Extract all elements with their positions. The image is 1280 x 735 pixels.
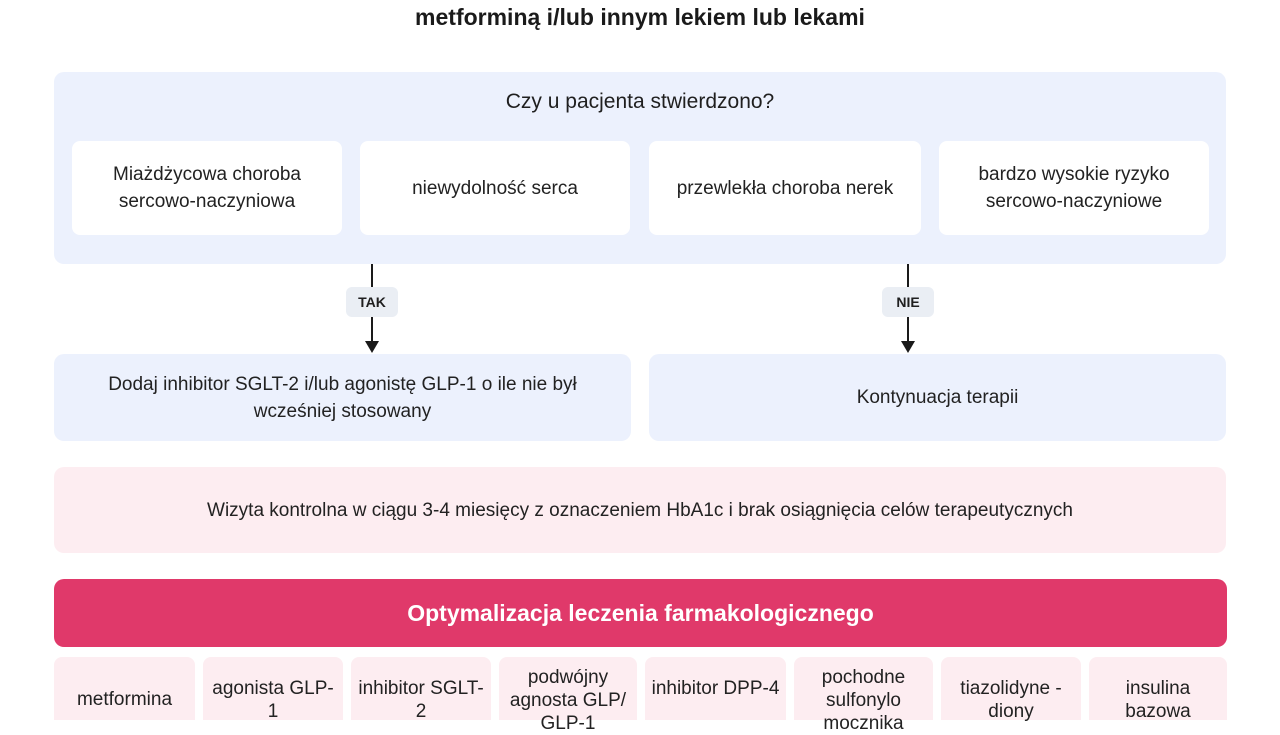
condition-atherosclerotic-cvd: Miażdżycowa choroba sercowo-naczyniowa	[72, 141, 342, 235]
optimization-banner: Optymalizacja leczenia farmakologicznego	[54, 579, 1227, 647]
drug-thiazolidinediones: tiazolidyne -diony	[941, 657, 1081, 720]
drug-sulfonylureas: pochodne sulfonylo mocznika	[794, 657, 933, 720]
condition-chronic-kidney-disease: przewlekła choroba nerek	[649, 141, 921, 235]
no-arrowhead	[901, 341, 915, 353]
no-badge: NIE	[882, 287, 934, 317]
drug-basal-insulin: insulina bazowa	[1089, 657, 1227, 720]
drug-glp1-agonist: agonista GLP-1	[203, 657, 343, 720]
question-label: Czy u pacjenta stwierdzono?	[505, 90, 775, 113]
yes-badge: TAK	[346, 287, 398, 317]
followup-box: Wizyta kontrolna w ciągu 3-4 miesięcy z oznaczeniem HbA1c i brak osiągnięcia celów terapeutycznych	[54, 467, 1226, 553]
drug-metformin: metformina	[54, 657, 195, 720]
condition-heart-failure: niewydolność serca	[360, 141, 630, 235]
drug-dual-glp-agonist: podwójny agnosta GLP/ GLP-1	[499, 657, 637, 720]
drug-sglt2-inhibitor: inhibitor SGLT-2	[351, 657, 491, 720]
yes-arrowhead	[365, 341, 379, 353]
diagram-title: metforminą i/lub innym lekiem lub lekami	[415, 4, 865, 30]
yes-action-box: Dodaj inhibitor SGLT-2 i/lub agonistę GLP-1 o ile nie był wcześniej stosowany	[54, 354, 631, 441]
no-action-box: Kontynuacja terapii	[649, 354, 1226, 441]
condition-very-high-cv-risk: bardzo wysokie ryzyko sercowo-naczyniowe	[939, 141, 1209, 235]
drug-dpp4-inhibitor: inhibitor DPP-4	[645, 657, 786, 720]
